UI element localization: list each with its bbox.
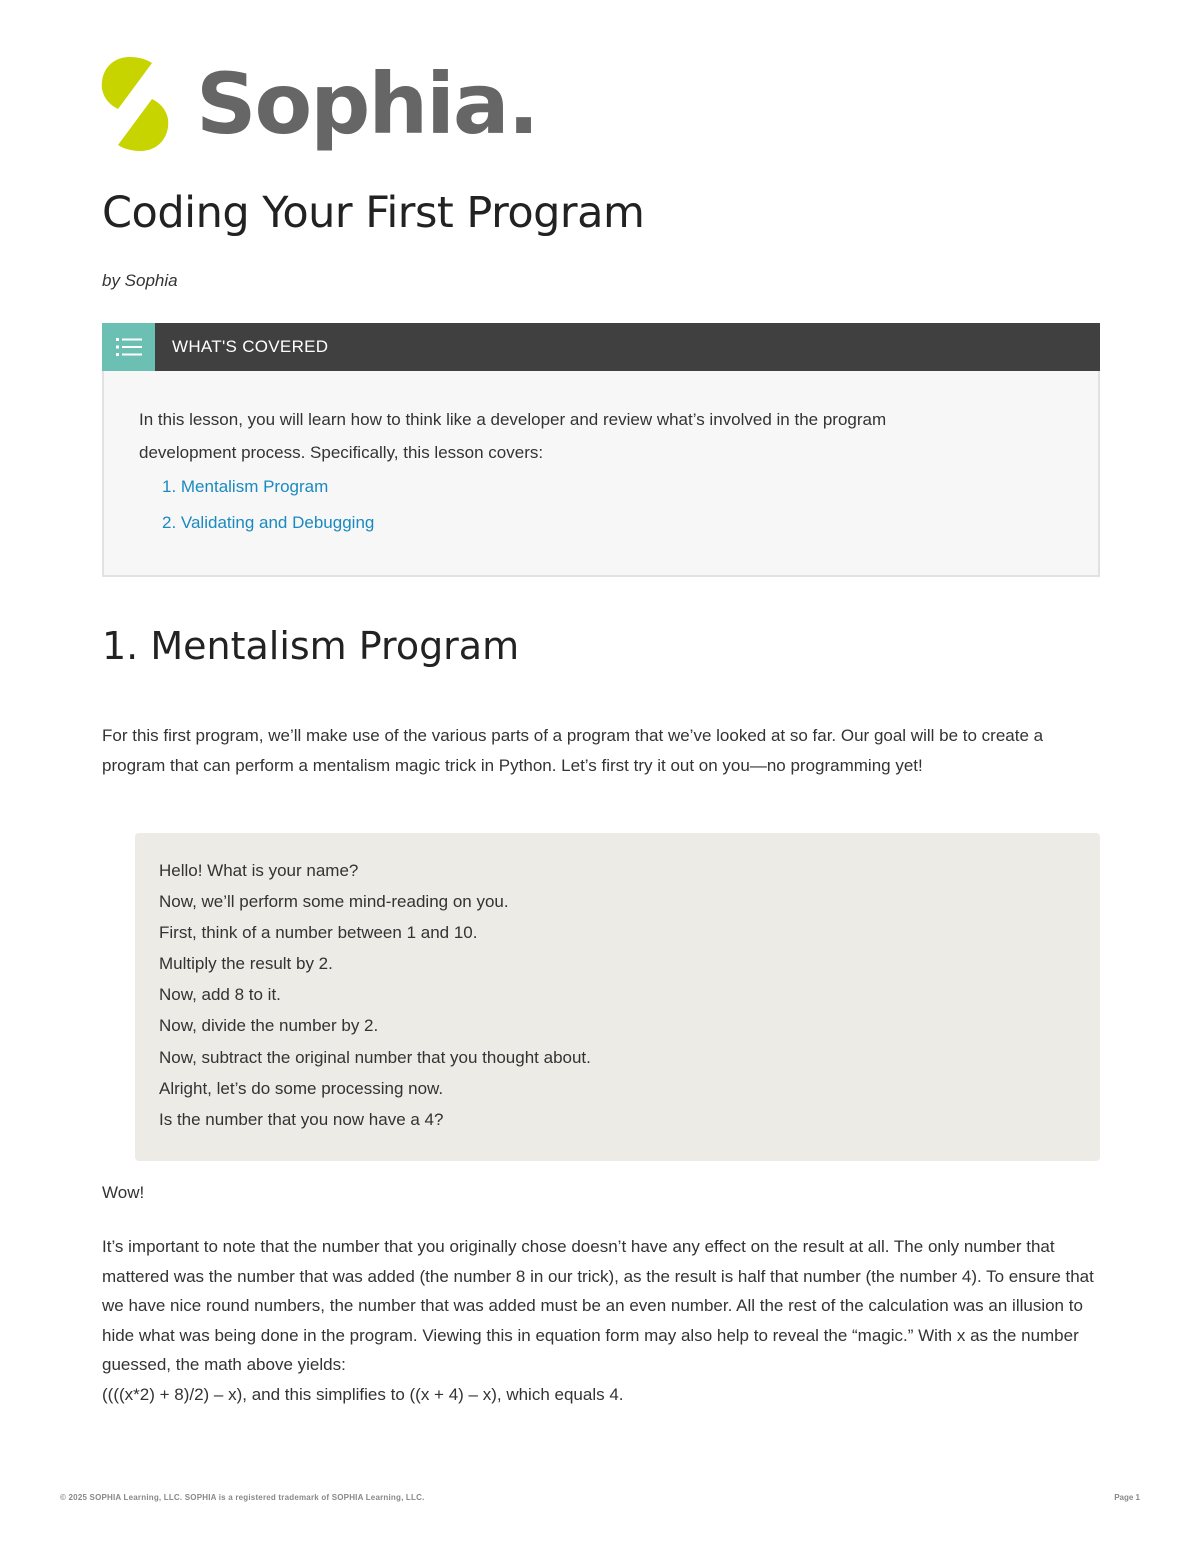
page-title: Coding Your First Program bbox=[102, 188, 645, 238]
sophia-logo bbox=[100, 54, 538, 154]
section-heading: 1. Mentalism Program bbox=[102, 624, 520, 668]
trick-line: Multiply the result by 2. bbox=[159, 954, 333, 974]
topic-item bbox=[162, 469, 1039, 505]
footer-page-number: Page 1 bbox=[1114, 1493, 1140, 1502]
whats-covered-box bbox=[102, 323, 1100, 577]
intro-line-2: development process. Specifically, this lesson covers: bbox=[139, 443, 544, 462]
footer-copyright: © 2025 SOPHIA Learning, LLC. SOPHIA is a registered trademark of SOPHIA Learning, LLC. bbox=[60, 1493, 425, 1502]
trick-line: First, think of a number between 1 and 10. bbox=[159, 923, 478, 943]
sophia-mark-icon bbox=[100, 55, 170, 153]
byline: by Sophia bbox=[102, 271, 178, 290]
intro-line-1: In this lesson, you will learn how to think like a developer and review what’s involved in the program bbox=[139, 410, 887, 429]
trick-lines bbox=[159, 855, 591, 1135]
brand-wordmark: Sophia. bbox=[196, 55, 538, 153]
whats-covered-body bbox=[139, 403, 1039, 541]
trick-line: Now, we’ll perform some mind-reading on you. bbox=[159, 892, 509, 912]
trick-line: Now, add 8 to it. bbox=[159, 985, 281, 1005]
trick-line: Alright, let’s do some processing now. bbox=[159, 1078, 444, 1098]
wow-text: Wow! bbox=[102, 1183, 145, 1202]
trick-line: Hello! What is your name? bbox=[159, 861, 359, 880]
explanation-block bbox=[102, 1232, 1102, 1409]
topic-link-mentalism[interactable]: 1. Mentalism Program bbox=[162, 477, 329, 496]
intro-paragraph: For this first program, we’ll make use of the various parts of a program that we’ve looked at so far. Our goal will be to create a program that can perform a mentalism magic trick in Python. Let’s first try it out on you—no programming yet! bbox=[102, 726, 1044, 775]
equation-line: ((((x*2) + 8)/2) – x), and this simplifies to ((x + 4) – x), which equals 4. bbox=[102, 1384, 624, 1404]
whats-covered-header bbox=[102, 323, 1100, 371]
topic-item bbox=[162, 505, 1039, 541]
explanation-paragraph: It’s important to note that the number that you originally chose doesn’t have any effect on the result at all. The only number that mattered was the number that was added (the number 8 in our trick), as the result is half that number (the number 4). To ensure that we have nice round numbers, the number that was added must be an even number. All the rest of the calculation was an illusion to hide what was being done in the program. Viewing this in equation form may also help to reveal the “magic.” With x as the number guessed, the math above yields: bbox=[102, 1237, 1094, 1374]
trick-line: Is the number that you now have a 4? bbox=[159, 1109, 444, 1129]
topic-link-validating[interactable]: 2. Validating and Debugging bbox=[162, 513, 375, 532]
list-icon bbox=[102, 323, 155, 371]
whats-covered-title: WHAT'S COVERED bbox=[172, 337, 329, 356]
trick-line: Now, subtract the original number that you thought about. bbox=[159, 1047, 591, 1067]
trick-line: Now, divide the number by 2. bbox=[159, 1016, 379, 1036]
trick-box bbox=[135, 833, 1100, 1161]
topic-list bbox=[139, 469, 1039, 541]
